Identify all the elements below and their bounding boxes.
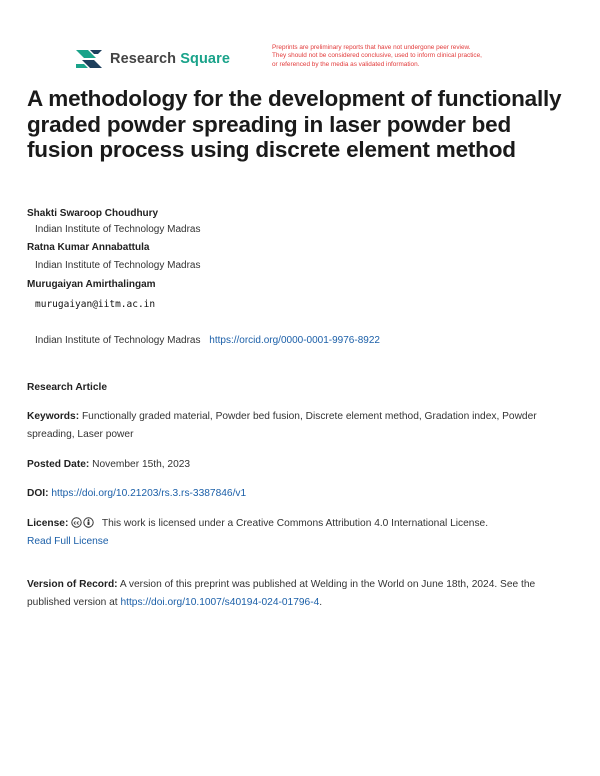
author-affiliation-row <box>35 335 380 346</box>
read-full-license-link[interactable]: Read Full License <box>27 536 109 547</box>
author-affiliation: Indian Institute of Technology Madras <box>35 224 201 235</box>
license-label: License: <box>27 518 69 529</box>
preprint-notice-line: Preprints are preliminary reports that have not undergone peer review. <box>272 44 471 51</box>
version-of-record-label: Version of Record: <box>27 579 118 590</box>
license-text: This work is licensed under a Creative Commons Attribution 4.0 International License. <box>101 518 489 529</box>
keywords-label: Keywords: <box>27 411 80 422</box>
version-of-record-end: . <box>319 597 323 608</box>
research-square-logo-icon <box>74 47 104 71</box>
posted-date-value: November 15th, 2023 <box>92 459 191 470</box>
creative-commons-icon <box>71 517 96 528</box>
svg-text:cc: cc <box>73 520 80 527</box>
author-email[interactable]: murugaiyan@iitm.ac.in <box>35 299 156 310</box>
version-of-record <box>27 576 572 612</box>
paper-title: A methodology for the development of functionally graded powder spreading in laser powder bed fusion process using discrete element method <box>27 86 562 162</box>
author-affiliation: Indian Institute of Technology Madras <box>35 260 201 271</box>
preprint-notice-line: or referenced by the media as validated information. <box>272 60 420 68</box>
keywords-value: Functionally graded material, Powder bed fusion, Discrete element method, Gradation index, Powder spreading, Laser power <box>27 411 537 440</box>
preprint-notice <box>272 44 572 69</box>
research-square-logo <box>74 47 230 71</box>
doi <box>27 485 572 503</box>
posted-date <box>27 456 572 474</box>
brand-name: Research Square <box>110 51 230 67</box>
posted-date-label: Posted Date: <box>27 459 90 470</box>
author-affiliation: Indian Institute of Technology Madras <box>35 335 201 346</box>
version-of-record-link[interactable]: https://doi.org/10.1007/s40194-024-01796-4 <box>120 597 320 608</box>
keywords <box>27 408 572 444</box>
author-name: Ratna Kumar Annabattula <box>27 242 150 253</box>
doi-link[interactable]: https://doi.org/10.21203/rs.3.rs-3387846/v1 <box>51 488 247 499</box>
author-name: Shakti Swaroop Choudhury <box>27 208 159 219</box>
author-name: Murugaiyan Amirthalingam <box>27 279 156 290</box>
orcid-link[interactable]: https://orcid.org/0000-0001-9976-8922 <box>209 335 380 346</box>
article-type: Research Article <box>27 382 108 393</box>
doi-label: DOI: <box>27 488 49 499</box>
preprint-notice-line: They should not be considered conclusive, used to inform clinical practice, <box>272 52 482 60</box>
license <box>27 515 572 551</box>
version-of-record-text: A version of this preprint was published at Welding in the World on June 18th, 2024. See the published version at <box>27 579 536 608</box>
